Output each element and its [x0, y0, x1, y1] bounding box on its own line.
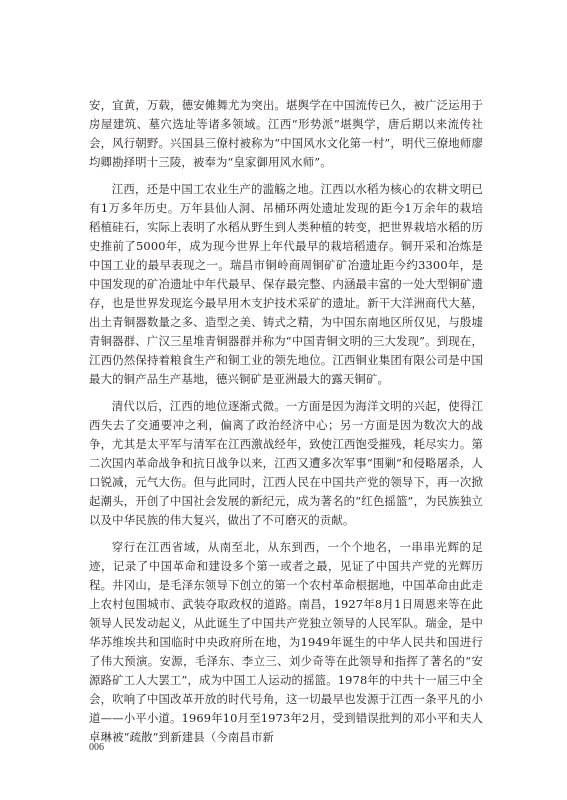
- page-number: 006: [89, 742, 104, 753]
- paragraph-fengshui: 安，宜黄，万载，德安傩舞尤为突出。堪舆学在中国流传已久，被广泛运用于房屋建筑、墓穴选址等诸多领域。江西“形势派”堪舆学，唐后期以来流传社会，风行朝野。兴国县三僚村被称为“中国风水文化第一村”，明代三僚地师廖均卿勘择明十三陵，被奉为“皇家御用风水师”。: [89, 98, 483, 169]
- paragraph-agriculture-industry: 江西，还是中国工农业生产的滥觞之地。江西以水稻为核心的农耕文明已有1万多年历史。万年县仙人洞、吊桶环两处遗址发现的距今1万余年的栽培稻植硅石，实际上表明了水稻从野生到人类种植的转变，把世界栽培水稻的历史推前了5000年，成为现今世界上年代最早的栽培稻遗存。铜开采和冶炼是中国工业的最早表现之一。瑞昌市铜岭商周铜矿矿冶遗址距今约3300年，是中国发现的矿冶遗址中年代最早、保存最完整、内涵最丰富的一处大型铜矿遗存，也是世界发现迄今最早用木支护技术采矿的遗址。新干大洋洲商代大墓，出土青铜器数量之多、造型之美、铸式之精，为中国东南地区所仅见，与殷墟青铜器群、广汉三星堆青铜器群并称为“中国青铜文明的三大发现”。到现在，江西仍然保持着粮食生产和铜工业的领先地位。江西铜业集团有限公司是中国最大的铜产品生产基地，德兴铜矿是亚洲最大的露天铜矿。: [89, 182, 483, 386]
- paragraph-revolution: 穿行在江西省域，从南至北，从东到西，一个个地名，一串串光辉的足迹，记录了中国革命和建设多个第一或者之最，见证了中国共产党的光辉历程。井冈山，是毛泽东领导下创立的第一个农村革命根据地，中国革命由此走上农村包围城市、武装夺取政权的道路。南昌，1927年8月1日周恩来等在此领导人民发动起义，从此诞生了中国共产党独立领导的人民军队。瑞金，是中华苏维埃共和国临时中央政府所在地，为1949年诞生的中华人民共和国进行了伟大预演。安源，毛泽东、李立三、刘少奇等在此领导和指挥了著名的“安源路矿工人大罢工”，成为中国工人运动的摇篮。1978年的中共十一届三中全会，吹响了中国改革开放的时代号角，这一切最早也发源于江西一条平凡的小道——小平小道。1969年10月至1973年2月，受到错误批判的邓小平和夫人卓琳被“疏散”到新建县（今南昌市新: [89, 540, 483, 744]
- body-text: [89, 96, 483, 755]
- paragraph-qing-decline: 清代以后，江西的地位逐渐式微。一方面是因为海洋文明的兴起，使得江西失去了交通要冲之利，偏离了政治经济中心；另一方面是因为数次大的战争，尤其是太平军与清军在江西激战经年，致使江西饱受摧残，耗尽实力。第二次国内革命战争和抗日战争以来，江西又遭多次军事“围剿”和侵略屠杀，人口锐减，元气大伤。但与此同时，江西人民在中国共产党的领导下，再一次掀起潮头，开创了中国社会发展的新纪元，成为著名的“红色摇篮”，为民族独立以及中华民族的伟大复兴，做出了不可磨灭的贡献。: [89, 399, 483, 527]
